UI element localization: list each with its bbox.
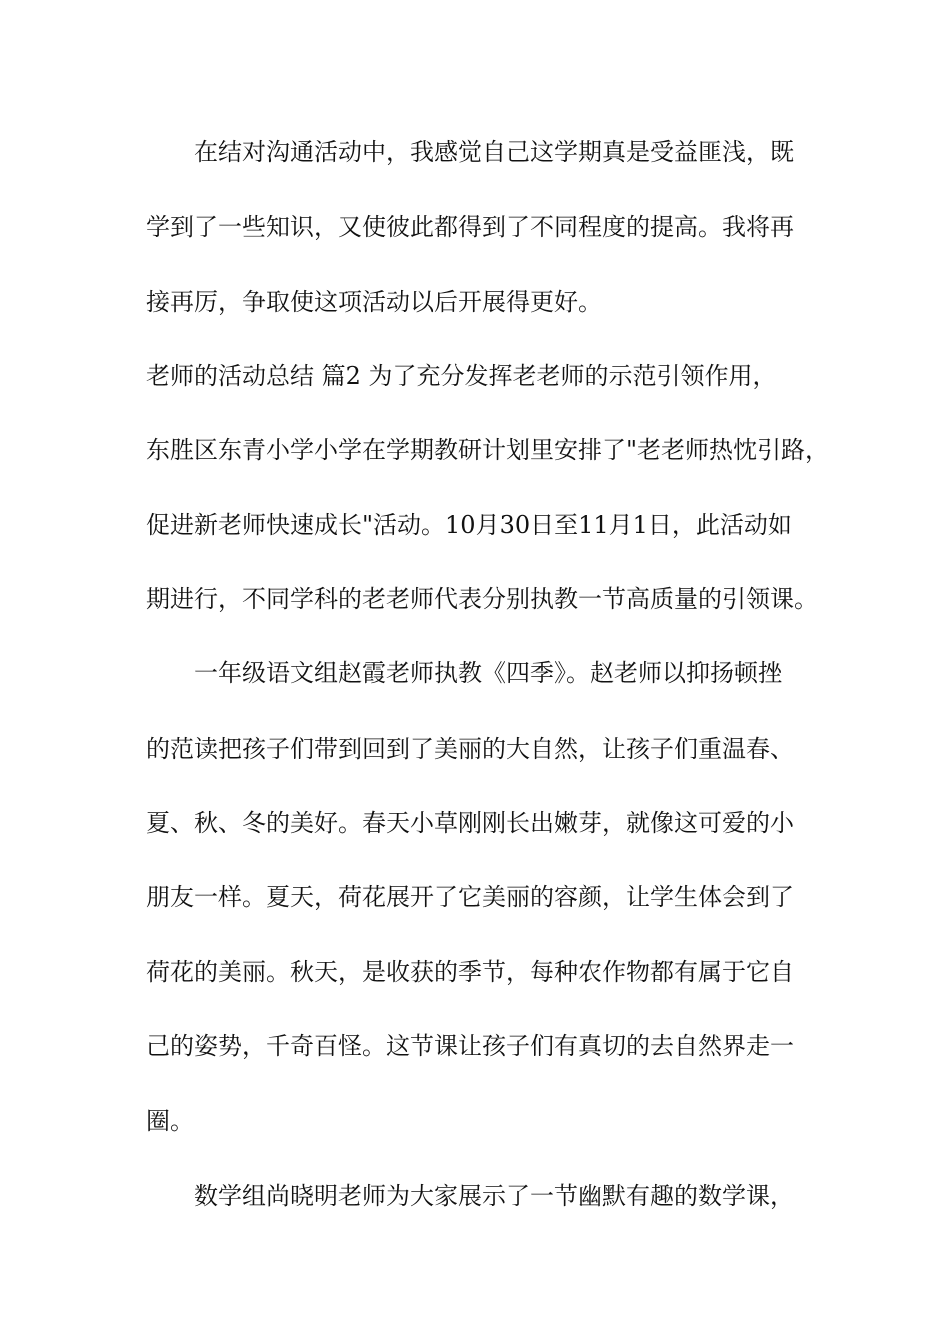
paragraph-line: 的范读把孩子们带到回到了美丽的大自然，让孩子们重温春、 xyxy=(146,735,794,763)
paragraph-line: 圈。 xyxy=(146,1107,194,1135)
paragraph-line: 荷花的美丽。秋天，是收获的季节，每种农作物都有属于它自 xyxy=(146,958,794,986)
paragraph-line: 接再厉，争取使这项活动以后开展得更好。 xyxy=(146,288,602,316)
paragraph-line: 夏、秋、冬的美好。春天小草刚刚长出嫩芽，就像这可爱的小 xyxy=(146,809,794,837)
paragraph-line: 朋友一样。夏天，荷花展开了它美丽的容颜，让学生体会到了 xyxy=(146,883,794,911)
paragraph-line: 数学组尚晓明老师为大家展示了一节幽默有趣的数学课， xyxy=(194,1182,794,1210)
paragraph-line: 一年级语文组赵霞老师执教《四季》。赵老师以抑扬顿挫 xyxy=(194,659,782,687)
paragraph-line: 学到了一些知识，又使彼此都得到了不同程度的提高。我将再 xyxy=(146,213,794,241)
paragraph-line: 促进新老师快速成长"活动。10月30日至11月1日，此活动如 xyxy=(146,511,792,539)
paragraph-line: 己的姿势，千奇百怪。这节课让孩子们有真切的去自然界走一 xyxy=(146,1032,794,1060)
paragraph-line: 东胜区东青小学小学在学期教研计划里安排了"老老师热忱引路， xyxy=(146,436,830,464)
paragraph-line: 在结对沟通活动中，我感觉自己这学期真是受益匪浅，既 xyxy=(194,138,794,166)
paragraph-line: 期进行，不同学科的老老师代表分别执教一节高质量的引领课。 xyxy=(146,585,818,613)
section-heading-line: 老师的活动总结 篇2 为了充分发挥老老师的示范引领作用， xyxy=(146,362,777,390)
